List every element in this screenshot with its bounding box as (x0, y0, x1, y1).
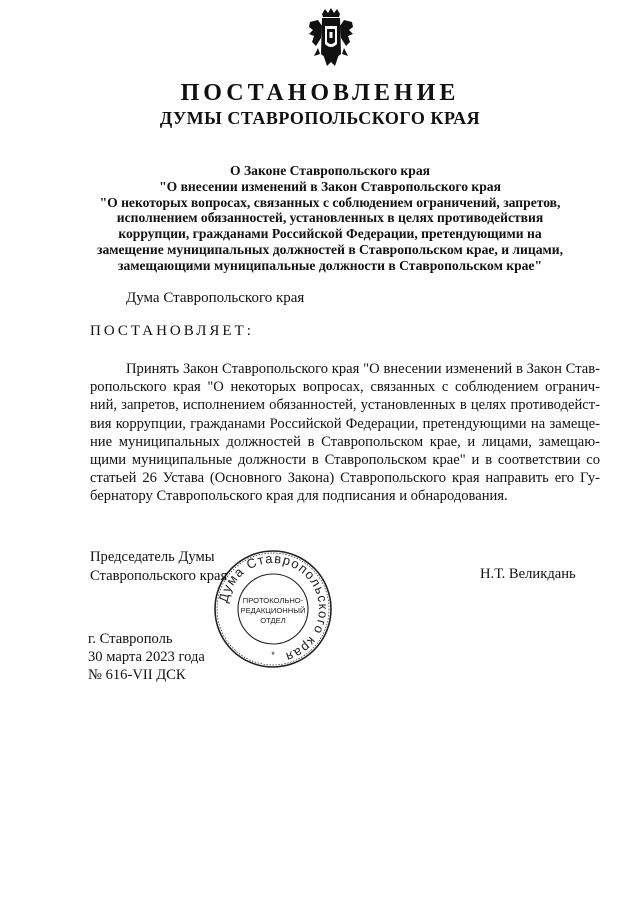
signer-title-line: Ставропольского края (90, 567, 228, 584)
stamp-star-icon: * (271, 650, 275, 660)
place-and-date (88, 630, 205, 684)
coat-of-arms-icon (308, 8, 354, 70)
body-line: щими муниципальные должности в Ставропольском крае" и в соответствии со (90, 452, 600, 469)
stamp-ring-text: Дума Ставропольского края (215, 550, 332, 666)
document-subtitle: ДУМЫ СТАВРОПОЛЬСКОГО КРАЯ (159, 108, 481, 128)
subject-line: замещающими муниципальные должности в Ставропольском крае" (117, 257, 543, 273)
date-text: 30 марта 2023 года (88, 649, 205, 665)
document-number: № 616-VII ДСК (88, 667, 186, 683)
subject-line: замещение муниципальных должностей в Ставропольском крае, и лицами, (96, 241, 564, 257)
resolution-body (90, 360, 600, 506)
body-line: вия коррупции, гражданами Российской Федерации, претендующими на замеще- (90, 415, 600, 432)
body-line: ние муниципальных должностей в Ставропольском крае, и лицами, замещаю- (90, 433, 600, 450)
stamp-center-line: ОТДЕЛ (260, 616, 286, 625)
issuer-text: Дума Ставропольского края (126, 290, 305, 306)
document-subject (60, 163, 600, 274)
document-title: ПОСТАНОВЛЕНИЕ (180, 80, 460, 106)
subject-line: "О внесении изменений в Закон Ставропольского края (159, 178, 501, 194)
subject-line: О Законе Ставропольского края (230, 163, 430, 178)
signer-name: Н.Т. Великдань (480, 566, 576, 582)
body-line: бернатору Ставропольского края для подписания и обнародования. (90, 488, 508, 505)
body-line: статьей 26 Устава (Основного Закона) Ставропольского края направить его Гу- (90, 470, 600, 487)
body-line: ний, запретов, исполнением обязанностей, установленных в целях противодейст- (90, 397, 600, 414)
resolves-heading: ПОСТАНОВЛЯЕТ: (90, 323, 254, 339)
subject-line: исполнением обязанностей, установленных в целях противодействия (116, 210, 544, 226)
signer-title (90, 548, 227, 585)
stamp-center-line: РЕДАКЦИОННЫЙ (240, 606, 306, 615)
body-line: Принять Закон Ставропольского края "О внесении изменений в Закон Став- (126, 361, 600, 377)
subject-line: коррупции, гражданами Российской Федерации, претендующими на (118, 226, 542, 242)
stamp-center-line: ПРОТОКОЛЬНО- (242, 596, 304, 605)
body-line: ропольского края "О некоторых вопросах, связанных с соблюдением огранич- (90, 379, 600, 396)
city-text: г. Ставрополь (88, 631, 173, 647)
signer-title-line: Председатель Думы (90, 549, 215, 565)
subject-line: "О некоторых вопросах, связанных с соблюдением ограничений, запретов, (99, 194, 561, 210)
official-stamp (212, 548, 334, 670)
